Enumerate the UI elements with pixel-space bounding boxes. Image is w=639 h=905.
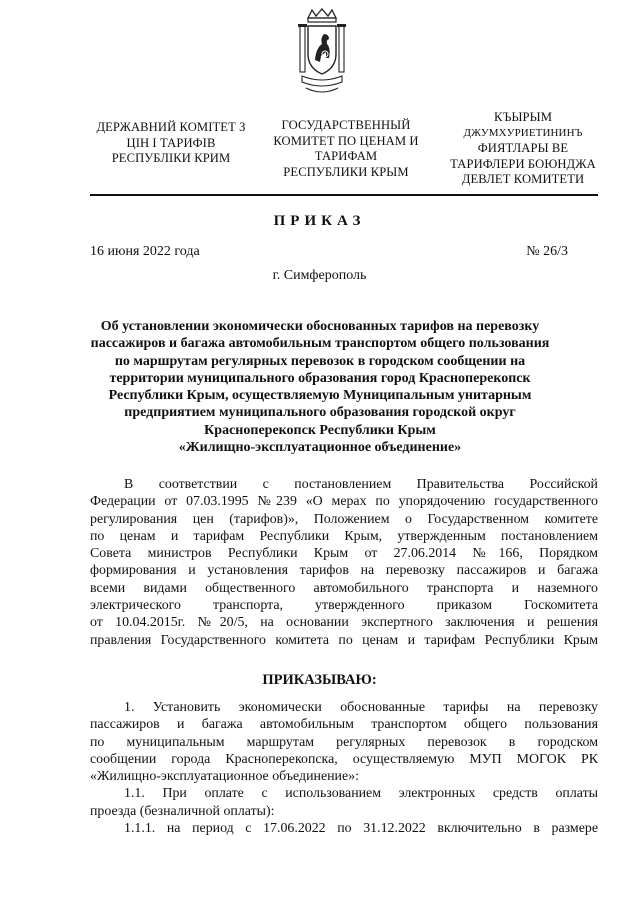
decree-heading: ПРИКАЗЫВАЮ: bbox=[262, 672, 377, 688]
order-date: 16 июня 2022 года bbox=[90, 244, 200, 259]
coat-of-arms-emblem bbox=[296, 8, 348, 96]
order-subject bbox=[80, 318, 560, 456]
preamble-line: правления Государственного комитета по ценам и тарифам Республики Крым bbox=[90, 632, 598, 648]
preamble-line: формирования и установления тарифов на перевозку пассажиров и багажа bbox=[90, 563, 598, 579]
header-ukrainian bbox=[92, 120, 250, 167]
preamble-line: регулирования цен (тарифов)», Положением о Государственном комитете bbox=[90, 511, 598, 527]
preamble-paragraph bbox=[90, 476, 598, 649]
item-line: 1.1.1. на период с 17.06.2022 по 31.12.2022 включительно в размере bbox=[124, 821, 598, 837]
subject-line: Красноперекопск Республики Крым bbox=[204, 422, 436, 438]
subject-line: «Жилищно-эксплуатационное объединение» bbox=[178, 440, 462, 456]
header-right-line: ДЕВЛЕТ КОМИТЕТИ bbox=[461, 172, 585, 187]
header-left-line: ЦІН І ТАРИФІВ bbox=[126, 135, 216, 150]
preamble-line: всеми видами общественного автомобильного транспорта и наземного bbox=[90, 580, 598, 596]
preamble-line: от 10.04.2015г. №20/5, на основании экспертного заключения и решения bbox=[90, 615, 598, 631]
header-left-line: РЕСПУБЛІКИ КРИМ bbox=[111, 151, 231, 166]
item-line: 1. Установить экономически обоснованные тарифы на перевозку bbox=[124, 700, 598, 715]
order-items bbox=[90, 699, 598, 837]
header-crimean-tatar bbox=[448, 110, 598, 188]
order-city: г. Симферополь bbox=[272, 268, 367, 283]
item-line: сообщении города Красноперекопска, осуществляемую МУП МОГОК РК bbox=[90, 751, 598, 767]
subject-line: пассажиров и багажа автомобильным транспортом общего пользования bbox=[90, 336, 550, 352]
preamble-line: по ценам и тарифам Республики Крым, утвержденным постановлением bbox=[90, 528, 598, 544]
subject-line: предприятием муниципального образования городской округ bbox=[124, 405, 516, 421]
subject-line: по маршрутам регулярных перевозок в городском сообщении на bbox=[114, 353, 526, 369]
preamble-line: В соответствии с постановлением Правительства Российской bbox=[124, 477, 598, 492]
order-number: № 26/3 bbox=[526, 244, 568, 259]
header-right-line: КЪЫРЫМ bbox=[493, 110, 553, 124]
item-line: 1.1. При оплате с использованием электронных средств оплаты bbox=[124, 786, 598, 802]
header-divider bbox=[90, 194, 598, 196]
header-right-line: ДЖУМХУРИЕТИНИНЪ bbox=[463, 126, 583, 139]
subject-line: территории муниципального образования город Красноперекопск bbox=[109, 370, 531, 386]
header-center-line: РЕСПУБЛИКИ КРЫМ bbox=[283, 164, 409, 179]
item-line: по муниципальным маршрутам регулярных перевозок в городском bbox=[90, 734, 598, 750]
preamble-line: электрического транспорта, утвержденного приказом Госкомитета bbox=[90, 598, 598, 614]
subject-line: Республики Крым, осуществляемую Муниципальным унитарным bbox=[108, 388, 532, 404]
item-line: проезда (безналичной оплаты): bbox=[90, 803, 275, 819]
header-right-line: ТАРИФЛЕРИ БОЮНДЖА bbox=[450, 156, 596, 171]
item-line: «Жилищно-эксплуатационное объединение»: bbox=[90, 769, 359, 785]
preamble-line: Федерации от 07.03.1995 №239 «О мерах по упорядочению государственного bbox=[90, 494, 598, 510]
subject-line: Об установлении экономически обоснованных тарифов на перевозку bbox=[100, 319, 540, 334]
item-line: пассажиров и багажа автомобильным транспортом общего пользования bbox=[90, 717, 598, 733]
header-right-line: ФИЯТЛАРЫ ВЕ bbox=[477, 141, 569, 156]
header-center-line: ГОСУДАРСТВЕННЫЙ bbox=[281, 118, 411, 132]
preamble-line: Совета министров Республики Крым от 27.06.2014 №166, Порядком bbox=[90, 546, 598, 562]
header-center-line: КОМИТЕТ ПО ЦЕНАМ И bbox=[273, 133, 419, 148]
header-russian bbox=[266, 118, 426, 180]
document-title: ПРИКАЗ bbox=[273, 213, 366, 229]
header-center-line: ТАРИФАМ bbox=[314, 149, 378, 164]
header-left-line: ДЕРЖАВНИЙ КОМІТЕТ З bbox=[96, 120, 246, 134]
